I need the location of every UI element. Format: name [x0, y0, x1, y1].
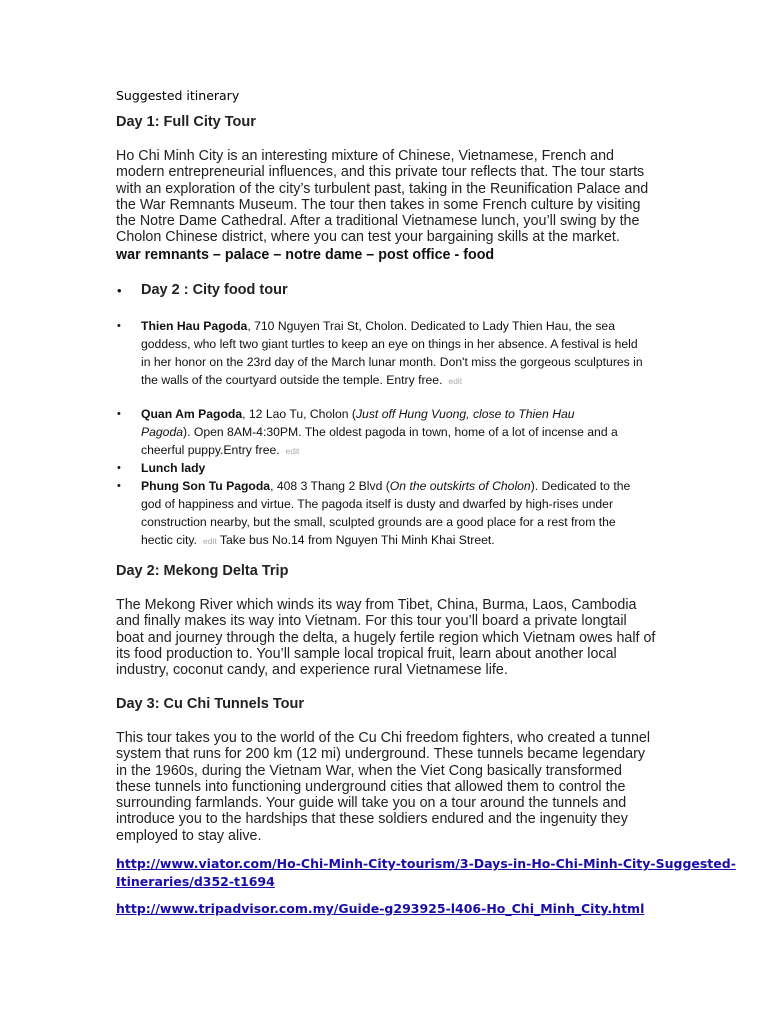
item-text: cheerful puppy.Entry free.: [141, 443, 280, 457]
mekong-line: boat and journey through the delta, a hugely fertile region which Vietnam owes half of: [116, 629, 656, 646]
day2-mekong-paragraph: [116, 597, 656, 678]
day3-heading: Day 3: Cu Chi Tunnels Tour: [116, 696, 304, 712]
day3-line: system that runs for 200 km (12 mi) underground. These tunnels became legendary: [116, 746, 645, 763]
bullet-icon: •: [117, 283, 122, 298]
day3-line: employed to stay alive.: [116, 827, 262, 844]
edit-link[interactable]: edit: [285, 446, 300, 456]
item-text: , 408 3 Thang 2 Blvd (: [270, 479, 390, 493]
item-text: ). Open 8AM-4:30PM. The oldest pagoda in town, home of a lot of incense and a: [183, 425, 618, 439]
day1-paragraph: [116, 148, 656, 246]
item-text: ). Dedicated to the: [530, 479, 631, 493]
list-item-thien-hau: [141, 317, 661, 390]
tripadvisor-link[interactable]: http://www.tripadvisor.com.my/Guide-g293925-l406-Ho_Chi_Minh_City.html: [116, 901, 645, 916]
day3-line: in the 1960s, during the Vietnam War, when the Viet Cong basically transformed: [116, 762, 622, 779]
day1-heading: Day 1: Full City Tour: [116, 114, 256, 130]
day3-paragraph: [116, 730, 656, 844]
day1-line: Cholon Chinese district, where you can test your bargaining skills at the market.: [116, 229, 620, 246]
mekong-line: and finally makes its way into Vietnam. For this tour you’ll board a private longtail: [116, 613, 627, 630]
item-text: construction nearby, but the small, sculpted grounds are a good place for a rest from the: [141, 515, 616, 529]
list-item-quan-am: [141, 405, 661, 460]
item-text-italic: Just off Hung Vuong, close to Thien Hau: [355, 407, 575, 421]
day1-line: Ho Chi Minh City is an interesting mixture of Chinese, Vietnamese, French and: [116, 148, 614, 164]
item-text: in her honor on the 23rd day of the March lunar month. Don't miss the gorgeous sculptures in: [141, 355, 643, 369]
viator-link-continued[interactable]: Itineraries/d352-t1694: [116, 874, 275, 889]
day1-line: the Notre Dame Cathedral. After a traditional Vietnamese lunch, you’ll swing by the: [116, 213, 640, 230]
item-text: , 710 Nguyen Trai St, Cholon. Dedicated to Lady Thien Hau, the sea: [247, 319, 615, 333]
pagoda-name: Quan Am Pagoda: [141, 407, 243, 421]
day3-line: introduce you to the hardships that these soldiers endured and the ingenuity they: [116, 811, 628, 828]
item-text: goddess, who left two giant turtles to keep an eye on things in her absence. A festival is held: [141, 337, 638, 351]
item-text: , 12 Lao Tu, Cholon (: [242, 407, 356, 421]
day2-mekong-heading: Day 2: Mekong Delta Trip: [116, 563, 289, 579]
item-text: the walls of the courtyard outside the temple. Entry free.: [141, 373, 443, 387]
day1-line: with an exploration of the city’s turbulent past, taking in the Reunification Palace and: [116, 180, 649, 197]
bullet-icon: •: [117, 320, 121, 332]
day2-food-heading: Day 2 : City food tour: [141, 282, 288, 298]
pagoda-name: Thien Hau Pagoda: [141, 319, 248, 333]
mekong-line: industry, coconut candy, and experience rural Vietnamese life.: [116, 662, 508, 679]
bullet-icon: •: [117, 462, 121, 474]
day3-line: these tunnels into functioning underground cities that allowed them to control the: [116, 778, 626, 795]
item-text: god of happiness and virtue. The pagoda itself is dusty and dwarfed by high-rises under: [141, 497, 613, 511]
viator-link[interactable]: http://www.viator.com/Ho-Chi-Minh-City-tourism/3-Days-in-Ho-Chi-Minh-City-Suggested-: [116, 856, 736, 871]
bullet-icon: •: [117, 408, 121, 420]
item-text: Take bus No.14 from Nguyen Thi Minh Khai Street.: [219, 533, 495, 547]
item-text-italic: Pagoda: [141, 425, 184, 439]
item-text-italic: On the outskirts of Cholon: [389, 479, 531, 493]
list-item-phung-son: [141, 477, 661, 550]
mekong-line: The Mekong River which winds its way from Tibet, China, Burma, Laos, Cambodia: [116, 597, 637, 613]
list-item-lunch-lady: Lunch lady: [141, 461, 206, 475]
day1-keywords: war remnants – palace – notre dame – post office - food: [116, 247, 495, 263]
edit-link[interactable]: edit: [448, 376, 463, 386]
day1-line: modern entrepreneurial influences, and this private tour reflects that. The tour starts: [116, 164, 645, 181]
item-text: hectic city.: [141, 533, 197, 547]
mekong-line: its food production to. You’ll sample local tropical fruit, learn about another local: [116, 645, 617, 662]
pagoda-name: Phung Son Tu Pagoda: [141, 479, 271, 493]
bullet-icon: •: [117, 480, 121, 492]
day3-line: surrounding farmlands. Your guide will take you on a tour around the tunnels and: [116, 795, 627, 812]
day3-line: This tour takes you to the world of the Cu Chi freedom fighters, who created a tunnel: [116, 730, 651, 746]
suggested-itinerary-title: Suggested itinerary: [116, 88, 240, 103]
edit-link[interactable]: edit: [203, 536, 217, 546]
day1-line: the War Remnants Museum. The tour then takes in some French culture by visiting: [116, 196, 641, 213]
